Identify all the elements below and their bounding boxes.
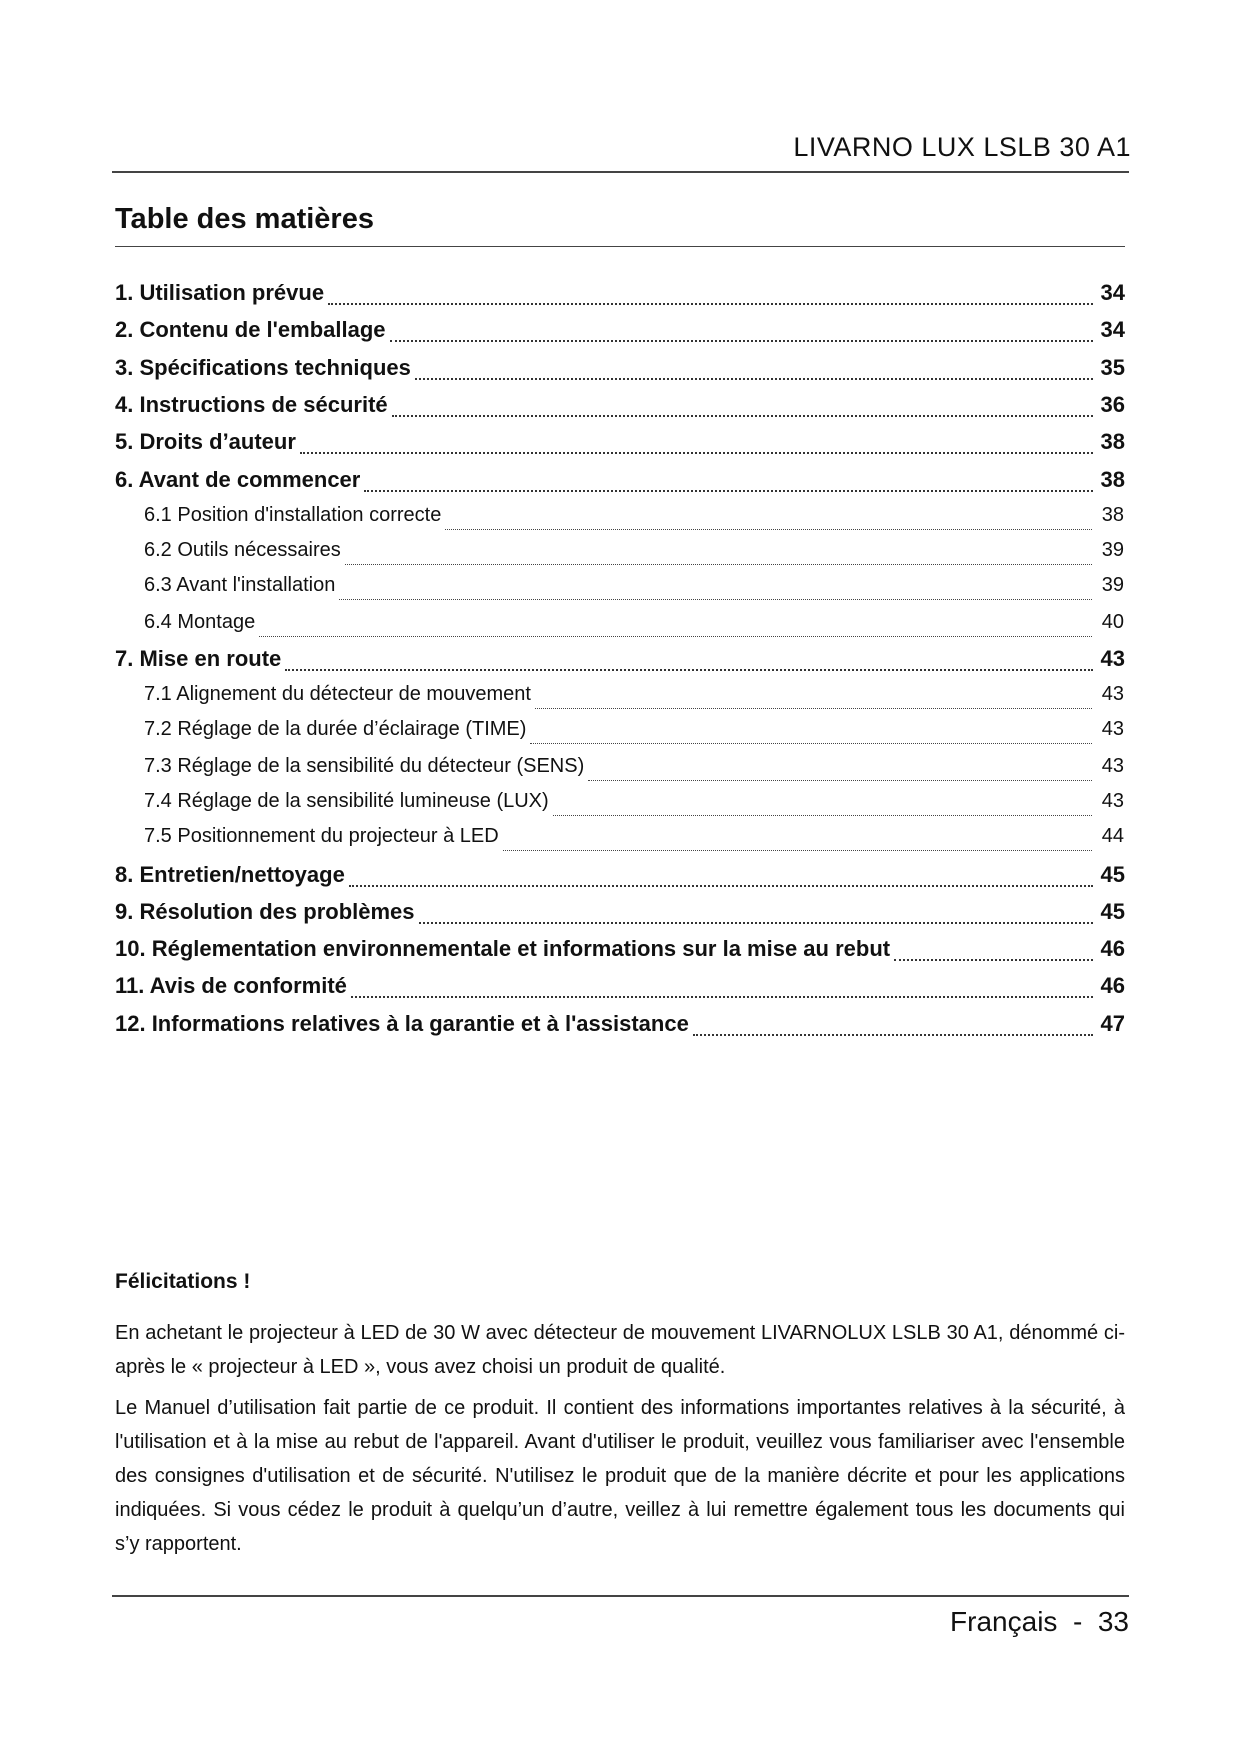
toc-leader-dots	[415, 378, 1093, 380]
toc-entry-page: 38	[1100, 429, 1125, 454]
toc-entry-page: 34	[1100, 280, 1125, 305]
toc-leader-dots	[445, 529, 1092, 530]
toc-leader-dots	[351, 996, 1093, 998]
toc-entry[interactable]	[115, 574, 1125, 608]
toc-entry-page: 39	[1101, 574, 1124, 596]
toc-entry-label: 10. Réglementation environnementale et informations sur la mise au rebut	[115, 936, 891, 961]
toc-leader-dots	[345, 564, 1092, 565]
toc-entry-label: 6.2 Outils nécessaires	[144, 539, 341, 561]
title-rule	[115, 246, 1125, 247]
toc-entry-label: 11. Avis de conformité	[115, 973, 347, 998]
toc-entry[interactable]	[115, 899, 1125, 933]
toc-entry[interactable]	[115, 611, 1125, 645]
toc-entry-page: 47	[1100, 1011, 1125, 1036]
toc-entry-page: 46	[1100, 936, 1125, 961]
toc-entry[interactable]	[115, 936, 1125, 970]
toc-entry[interactable]	[115, 973, 1125, 1007]
toc-entry[interactable]	[115, 392, 1125, 426]
toc-leader-dots	[390, 340, 1093, 342]
toc-entry-label: 7.3 Réglage de la sensibilité du détecteur (SENS)	[144, 755, 585, 777]
toc-leader-dots	[259, 636, 1092, 637]
toc-entry[interactable]	[115, 317, 1125, 351]
toc-leader-dots	[530, 743, 1092, 744]
toc-entry-page: 45	[1100, 899, 1125, 924]
toc-entry[interactable]	[115, 429, 1125, 463]
toc-entry[interactable]	[115, 280, 1125, 314]
toc-entry-page: 40	[1101, 611, 1124, 633]
toc-leader-dots	[392, 415, 1093, 417]
toc-entry-page: 34	[1100, 317, 1125, 342]
toc-entry-label: 7.1 Alignement du détecteur de mouvement	[144, 683, 531, 705]
toc-entry[interactable]	[115, 825, 1125, 859]
toc-entry-label: 7.5 Positionnement du projecteur à LED	[144, 825, 499, 847]
toc-leader-dots	[349, 885, 1093, 887]
toc-entry-page: 39	[1101, 539, 1124, 561]
toc-entry-page: 36	[1100, 392, 1125, 417]
toc-entry-label: 7. Mise en route	[115, 646, 282, 671]
page-footer: Français - 33	[950, 1606, 1129, 1637]
toc-entry[interactable]	[115, 355, 1125, 389]
toc-leader-dots	[503, 850, 1092, 851]
toc-entry-page: 35	[1100, 355, 1125, 380]
toc-leader-dots	[285, 669, 1093, 671]
toc-entry[interactable]	[115, 755, 1125, 789]
toc-entry-page: 43	[1101, 683, 1124, 705]
footer-rule	[112, 1595, 1129, 1597]
toc-entry-label: 6.3 Avant l'installation	[144, 574, 336, 596]
toc-entry[interactable]	[115, 683, 1125, 717]
toc-entry[interactable]	[115, 646, 1125, 680]
toc-leader-dots	[588, 780, 1092, 781]
toc-entry-page: 43	[1101, 755, 1124, 777]
toc-entry-label: 9. Résolution des problèmes	[115, 899, 415, 924]
intro-paragraph-2: Le Manuel d’utilisation fait partie de ce produit. Il contient des informations importantes relatives à la sécurité, à l'utilisation et à la mise au rebut de l'appareil. Avant d'utiliser le produit, veuillez vous familiariser avec l'ensemble des consignes d'utilisation et de sécurité. N'utilisez le produit que de la manière décrite et pour les applications indiquées. Si vous cédez le produit à quelqu’un d’autre, veillez à lui remettre également tous les documents qui s’y rapportent.	[115, 1397, 1125, 1555]
toc-leader-dots	[419, 922, 1093, 924]
header-rule	[112, 171, 1129, 173]
toc-leader-dots	[535, 708, 1092, 709]
toc-entry[interactable]	[115, 862, 1125, 896]
toc-entry-label: 1. Utilisation prévue	[115, 280, 325, 305]
toc-entry[interactable]	[115, 504, 1125, 538]
toc-entry-label: 3. Spécifications techniques	[115, 355, 411, 380]
toc-leader-dots	[300, 452, 1093, 454]
toc-entry[interactable]	[115, 539, 1125, 573]
toc-entry[interactable]	[115, 718, 1125, 752]
toc-entry-label: 2. Contenu de l'emballage	[115, 317, 386, 342]
toc-entry-label: 6.1 Position d'installation correcte	[144, 504, 442, 526]
page-title: Table des matières	[115, 203, 374, 235]
toc-entry-page: 46	[1100, 973, 1125, 998]
toc-entry-label: 6.4 Montage	[144, 611, 256, 633]
toc-entry-label: 5. Droits d’auteur	[115, 429, 296, 454]
toc-entry[interactable]	[115, 1011, 1125, 1045]
toc-entry-label: 7.2 Réglage de la durée d’éclairage (TIME)	[144, 718, 527, 740]
toc-entry-label: 8. Entretien/nettoyage	[115, 862, 345, 887]
toc-leader-dots	[328, 303, 1093, 305]
toc-entry[interactable]	[115, 790, 1125, 824]
toc-entry-page: 45	[1100, 862, 1125, 887]
toc-entry-page: 43	[1101, 790, 1124, 812]
toc-entry-label: 6. Avant de commencer	[115, 467, 361, 492]
toc-leader-dots	[894, 959, 1093, 961]
toc-leader-dots	[693, 1034, 1093, 1036]
toc-leader-dots	[364, 490, 1093, 492]
toc-entry-page: 44	[1101, 825, 1124, 847]
toc-entry-label: 12. Informations relatives à la garantie et à l'assistance	[115, 1011, 689, 1036]
toc-entry-page: 38	[1101, 504, 1124, 526]
toc-leader-dots	[553, 815, 1092, 816]
toc-entry-page: 43	[1100, 646, 1125, 671]
toc-entry-page: 43	[1101, 718, 1124, 740]
toc-leader-dots	[339, 599, 1092, 600]
toc-entry-page: 38	[1100, 467, 1125, 492]
page-header-title: LIVARNO LUX LSLB 30 A1	[793, 132, 1131, 162]
intro-paragraph-1: En achetant le projecteur à LED de 30 W avec détecteur de mouvement LIVARNOLUX LSLB 30 A1, dénommé ci-après le « projecteur à LED », vous avez choisi un produit de qualité.	[115, 1322, 1125, 1378]
intro-title: Félicitations !	[115, 1270, 251, 1293]
toc-entry[interactable]	[115, 467, 1125, 501]
toc-entry-label: 7.4 Réglage de la sensibilité lumineuse (LUX)	[144, 790, 549, 812]
toc-entry-label: 4. Instructions de sécurité	[115, 392, 388, 417]
